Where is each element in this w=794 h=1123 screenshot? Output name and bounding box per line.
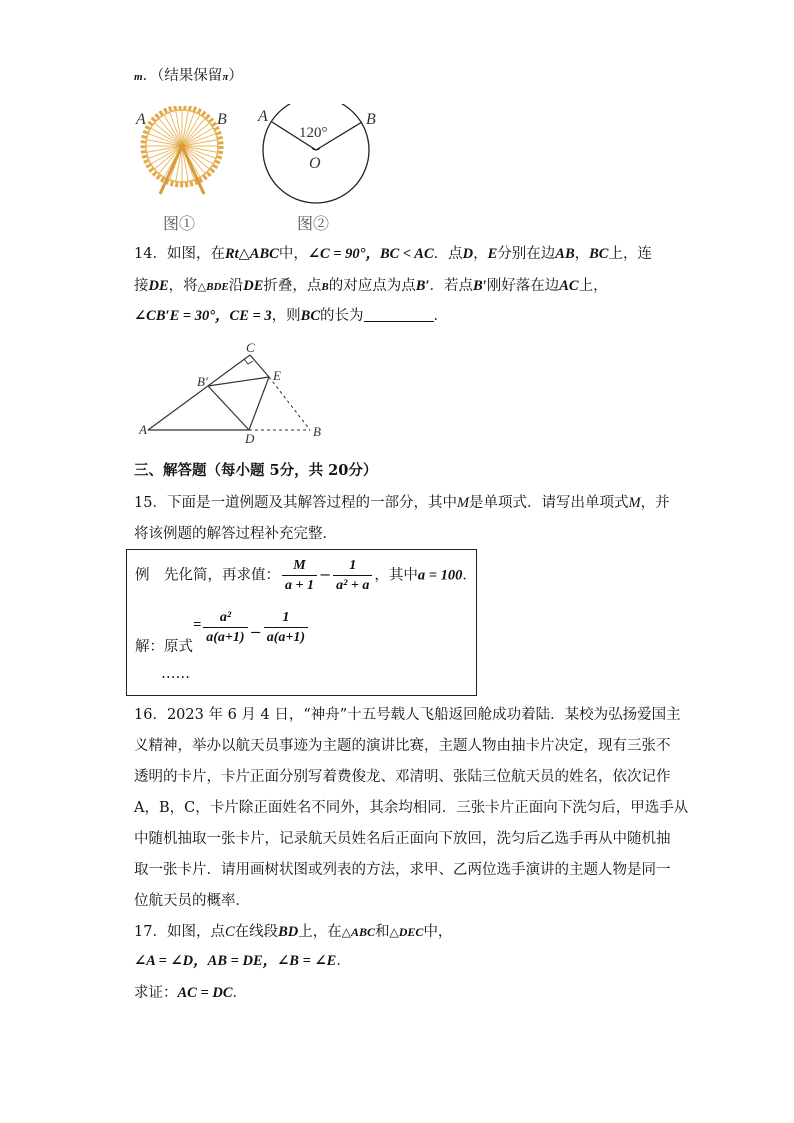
text: 折叠，点 [263, 278, 322, 294]
circle-svg [255, 104, 385, 204]
text: ． [336, 953, 351, 969]
solution-label: 解：原式 [135, 639, 193, 655]
minus: − [318, 567, 332, 584]
q14-line-1 [134, 244, 652, 264]
math-m: M [628, 495, 641, 511]
den: a(a+1) [206, 630, 245, 645]
math-bd: BD [278, 924, 299, 940]
fraction-1-over-a2a [333, 556, 372, 595]
math-cond: ∠A = ∠D，AB = DE，∠B = ∠E [134, 953, 337, 969]
math-prove: AC = DC [177, 985, 233, 1001]
example-row [135, 556, 477, 595]
text: ，其中 [374, 567, 418, 584]
num: a² [203, 608, 247, 628]
text: ．点 [433, 246, 463, 262]
q16-line-3: 透明的卡片，卡片正面分别写着费俊龙、邓清明、张陆三位航天员的姓名，依次记作 [134, 769, 671, 785]
math-d: D [462, 246, 474, 262]
fraction-m-over-a1 [282, 556, 317, 595]
fig2-center: O [309, 155, 321, 172]
text: ． [232, 985, 247, 1001]
prove-label: 求证： [134, 985, 178, 1001]
text: 上， [578, 278, 608, 294]
num: 1 [264, 608, 308, 628]
text: 在线段 [234, 924, 279, 940]
q13-text: ．（结果保留 [142, 68, 223, 84]
q16-line-7: 位航天员的概率． [134, 893, 250, 909]
text: ， [574, 246, 590, 262]
q16-line-1: 16．2023 年 6 月 4 日，“神舟”十五号载人飞船返回舱成功着陆．某校为弘扬爱国主 [134, 707, 681, 723]
q15-line-2: 将该例题的解答过程补充完整． [134, 526, 337, 542]
q14-line-3 [134, 306, 448, 326]
text: 上，在 [298, 924, 342, 940]
text: ．若点 [429, 278, 473, 294]
q13-tail-line [134, 66, 243, 87]
equals: = [193, 617, 202, 633]
text: ， [473, 246, 488, 262]
text: 的长为 [320, 308, 364, 324]
den: a(a+1) [266, 630, 306, 645]
fig1-label-a: A [136, 111, 146, 128]
q17-line-3 [134, 983, 247, 1003]
math-e: E [487, 246, 498, 262]
math-bc: BC [589, 246, 609, 262]
text: 刚好落在边 [486, 278, 560, 294]
figure-ferris-wheel [130, 106, 235, 201]
fig2-angle: 120° [299, 125, 328, 141]
math-cond1: ∠C = 90°，BC < AC [307, 246, 434, 262]
fig2-label-b: B [366, 111, 376, 128]
solution-row [135, 608, 310, 656]
text: 上，连 [608, 246, 652, 262]
math-ac: AC [559, 278, 579, 294]
text: 中， [278, 246, 308, 262]
math-b-prime: B′ [472, 278, 487, 294]
q16-line-4: A，B，C，卡片除正面姓名不同外，其余均相同．三张卡片正面向下洗匀后，甲选手从 [134, 800, 689, 816]
math-tri-abc: △ABC [341, 925, 376, 939]
seg-b1e [208, 377, 269, 386]
q17-line-2 [134, 951, 351, 971]
math-m: M [456, 495, 470, 511]
math-c: C [224, 924, 235, 940]
fraction-a2-over-aa1 [203, 608, 247, 647]
text: 沿 [228, 278, 244, 294]
fig1-caption: 图① [163, 214, 196, 233]
text: 和 [375, 924, 390, 940]
fig3-b1: B′ [197, 374, 208, 389]
figure-circle [255, 104, 385, 204]
math-cond: a = 100 [417, 567, 463, 584]
math-de: DE [243, 278, 264, 294]
seg-b1d [208, 386, 249, 430]
text: ． [462, 567, 477, 584]
seg-de [249, 377, 269, 430]
example-label: 例 先化简，再求值： [135, 567, 280, 584]
text: 是单项式．请写出单项式 [469, 495, 629, 511]
section-title: 三、解答题（每小题 5分，共 20分） [134, 462, 378, 479]
text: 分别在边 [497, 246, 556, 262]
math-b: B [321, 281, 329, 293]
q16-line-6: 取一张卡片．请用画树状图或列表的方法，求甲、乙两位选手演讲的主题人物是同一 [134, 862, 671, 878]
circle-outline [263, 104, 369, 203]
text: 17．如图，点 [134, 924, 225, 940]
text: ，将 [168, 278, 198, 294]
num: M [282, 556, 317, 576]
text: ． [433, 308, 449, 324]
answer-blank[interactable] [364, 307, 434, 322]
fig3-d: D [245, 431, 255, 446]
ferris-wheel-svg [130, 106, 235, 201]
fig3-e: E [273, 368, 281, 383]
ellipsis: …… [161, 666, 190, 682]
text: 15．下面是一道例题及其解答过程的一部分，其中 [134, 495, 457, 511]
fig2-label-a: A [258, 108, 268, 125]
unit-m: m [134, 71, 143, 83]
den: a² + a [336, 578, 370, 593]
math-tri-bde: △BDE [197, 281, 229, 293]
text: 14．如图，在 [134, 246, 225, 262]
pi-symbol: π [222, 71, 229, 83]
math-ab: AB [555, 246, 575, 262]
q14-line-2 [134, 276, 608, 297]
q16-line-5: 中随机抽取一张卡片，记录航天员姓名后正面向下放回，洗匀后乙选手再从中随机抽 [134, 831, 671, 847]
q13-close: ） [228, 68, 243, 84]
example-box [126, 549, 477, 696]
q15-line-1 [134, 493, 670, 513]
math-b-prime: B′ [415, 278, 430, 294]
math-rt-abc: Rt△ABC [224, 246, 279, 262]
math-bc: BC [300, 308, 321, 324]
fig1-label-b: B [217, 111, 227, 128]
triangle-svg [136, 340, 336, 446]
fig3-b: B [313, 424, 321, 439]
math-cond2: ∠CB′E = 30°，CE = 3 [134, 308, 272, 324]
text: 的对应点为点 [328, 278, 416, 294]
seg-ce [250, 355, 269, 377]
minus: − [249, 625, 262, 641]
q17-line-1 [134, 922, 452, 942]
den: a + 1 [285, 578, 314, 593]
math-de: DE [148, 278, 169, 294]
math-tri-dec: △DEC [389, 925, 424, 939]
q16-line-2: 义精神，举办以航天员事迹为主题的演讲比赛，主题人物由抽卡片决定，现有三张不 [134, 738, 671, 754]
seg-ac [148, 355, 250, 430]
fig3-a: A [139, 422, 147, 437]
text: ，则 [271, 308, 301, 324]
fig3-c: C [246, 340, 255, 355]
num: 1 [333, 556, 372, 576]
text: 中， [423, 924, 453, 940]
text: ，并 [640, 495, 670, 511]
fig2-caption: 图② [297, 214, 330, 233]
figure-triangle [136, 340, 336, 446]
seg-eb-dashed [269, 377, 310, 430]
text: 接 [134, 278, 149, 294]
fraction-1-over-aa1 [264, 608, 308, 647]
right-angle-mark [244, 359, 253, 364]
